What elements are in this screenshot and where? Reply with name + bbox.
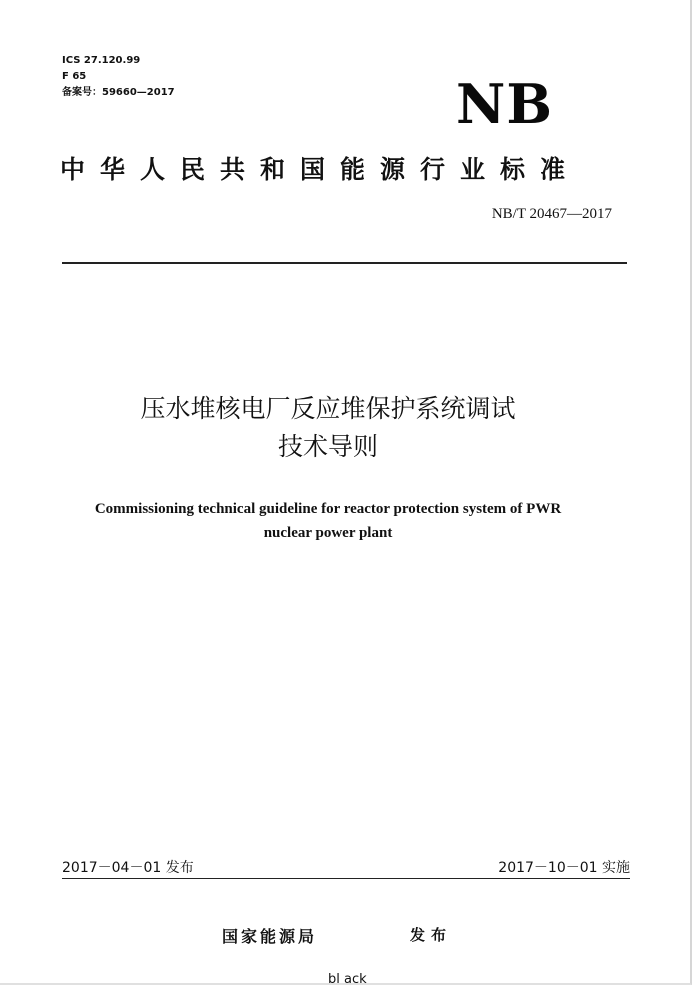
record-number: 备案号：59660—2017	[62, 87, 175, 98]
issue-date: 2017－04－01 发布	[62, 860, 194, 876]
bottom-divider	[62, 878, 630, 879]
issuing-authority: 国家能源局	[222, 927, 318, 946]
english-title	[0, 497, 656, 545]
ics-code: ICS 27.120.99	[62, 55, 141, 66]
english-title-line-1: Commissioning technical guideline for reactor protection system of PWR	[94, 501, 562, 517]
chinese-title	[0, 390, 656, 466]
implementation-date: 2017－10－01 实施	[498, 860, 630, 876]
class-code: F 65	[62, 71, 87, 82]
nb-logo: NB	[456, 72, 554, 136]
english-title-line-2: nuclear power plant	[263, 525, 393, 541]
standard-number: NB/T 20467—2017	[491, 206, 612, 222]
issue-label: 发布	[410, 926, 453, 944]
org-standard-title: 中华人民共和国能源行业标准	[60, 155, 581, 184]
classification-block	[62, 53, 175, 101]
footer-text: bl ack	[328, 972, 367, 987]
chinese-title-line-2: 技术导则	[277, 432, 378, 461]
chinese-title-line-1: 压水堆核电厂反应堆保护系统调试	[140, 394, 516, 423]
top-divider	[62, 262, 627, 264]
